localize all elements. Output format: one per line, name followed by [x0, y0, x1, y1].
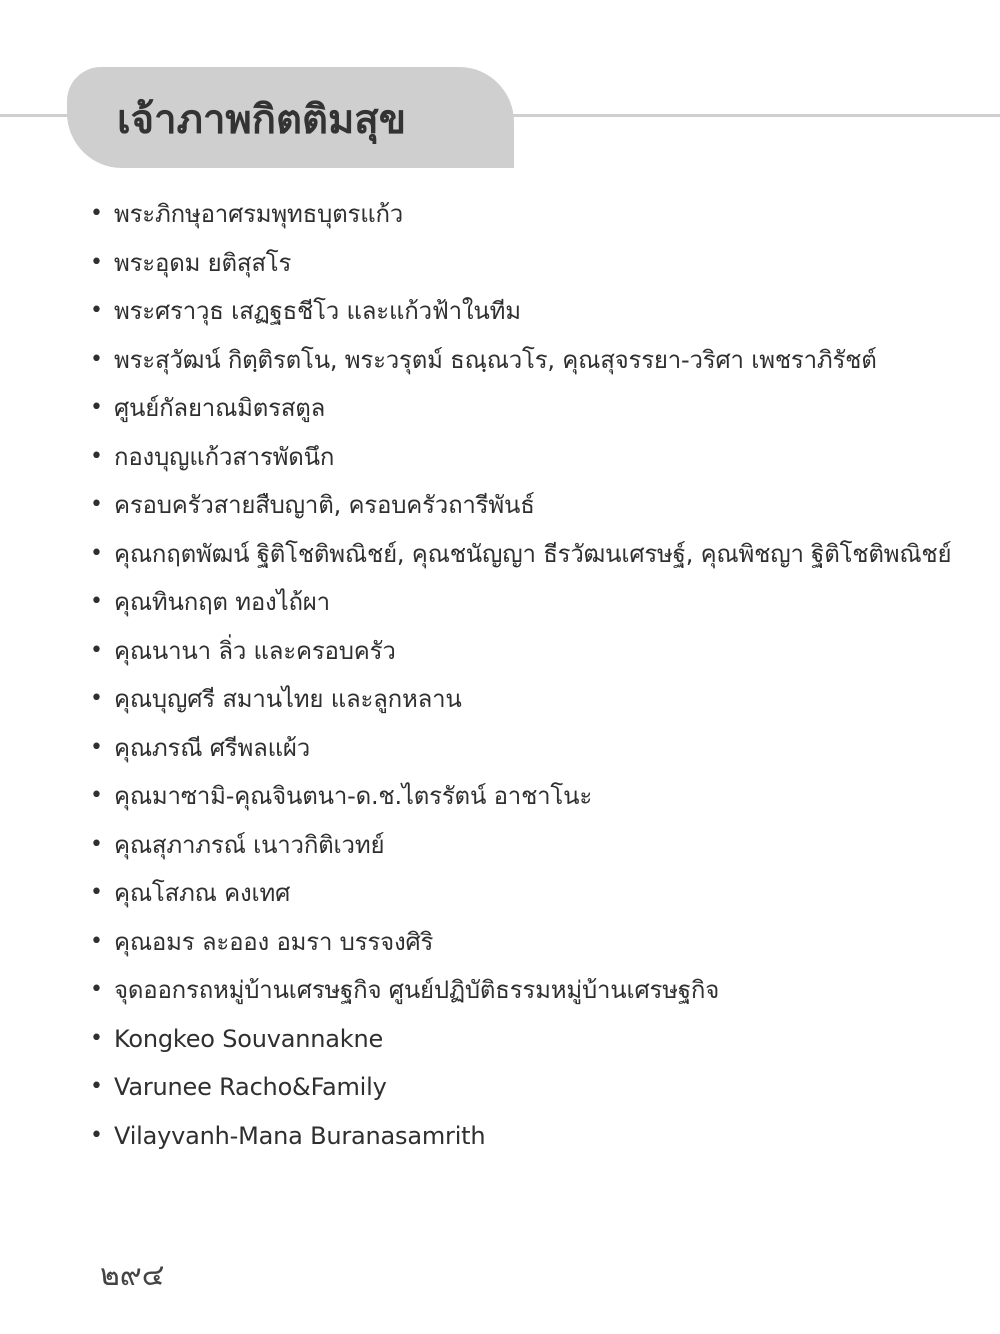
- list-item-text: คุณอมร ละออง อมรา บรรจงศิริ: [114, 927, 434, 956]
- list-item-text: Vilayvanh-Mana Buranasamrith: [114, 1121, 486, 1150]
- list-item: [90, 627, 990, 676]
- bullet-icon: •: [90, 540, 103, 566]
- bullet-icon: •: [90, 831, 103, 857]
- list-item-text: คุณกฤตพัฒน์ ฐิติโชติพณิชย์, คุณชนัญญา ธีรวัฒนเศรษฐ์, คุณพิชญา ฐิติโชติพณิชย์: [114, 539, 952, 568]
- list-item: [90, 1063, 990, 1112]
- list-item: [90, 239, 990, 288]
- page-number: ๒๙๔: [100, 1258, 165, 1293]
- bullet-icon: •: [90, 686, 103, 712]
- bullet-icon: •: [90, 589, 103, 615]
- bullet-icon: •: [90, 249, 103, 275]
- bullet-icon: •: [90, 443, 103, 469]
- bullet-icon: •: [90, 201, 103, 227]
- list-item: [90, 918, 990, 967]
- list-item-text: คุณโสภณ คงเทศ: [114, 879, 291, 908]
- list-item-text: คุณมาซามิ-คุณจินตนา-ด.ช.ไตรรัตน์ อาชาโนะ: [114, 782, 593, 811]
- list-item-text: Varunee Racho&Family: [114, 1073, 387, 1102]
- list-item-text: คุณสุภาภรณ์ เนาวกิติเวทย์: [114, 830, 385, 859]
- list-item: [90, 869, 990, 918]
- list-item: [90, 724, 990, 773]
- bullet-icon: •: [90, 1074, 103, 1100]
- list-item-text: พระศราวุธ เสฏฐธชีโว และแก้วฟ้าในทีม: [114, 297, 521, 326]
- list-item: [90, 190, 990, 239]
- list-item: [90, 530, 990, 579]
- list-item-text: จุดออกรถหมู่บ้านเศรษฐกิจ ศูนย์ปฏิบัติธรรมหมู่บ้านเศรษฐกิจ: [114, 976, 720, 1005]
- list-item: [90, 481, 990, 530]
- list-item-text: กองบุญแก้วสารพัดนึก: [114, 442, 335, 471]
- list-item-text: คุณนานา ลิ่ว และครอบครัว: [114, 636, 396, 665]
- list-item: [90, 966, 990, 1015]
- list-item-text: พระภิกษุอาศรมพุทธบุตรแก้ว: [114, 200, 404, 229]
- list-item: [90, 1015, 990, 1064]
- donor-list: [90, 190, 990, 1160]
- list-item: [90, 433, 990, 482]
- list-item-text: ครอบครัวสายสืบญาติ, ครอบครัวถารีพันธ์: [114, 491, 535, 520]
- list-item: [90, 384, 990, 433]
- list-item: [90, 578, 990, 627]
- bullet-icon: •: [90, 492, 103, 518]
- bullet-icon: •: [90, 637, 103, 663]
- list-item-text: ศูนย์กัลยาณมิตรสตูล: [114, 394, 326, 423]
- bullet-icon: •: [90, 734, 103, 760]
- list-item: [90, 336, 990, 385]
- bullet-icon: •: [90, 783, 103, 809]
- list-item-text: คุณภรณี ศรีพลแผ้ว: [114, 733, 310, 762]
- list-item: [90, 821, 990, 870]
- list-item-text: Kongkeo Souvannakne: [114, 1024, 384, 1053]
- bullet-icon: •: [90, 880, 103, 906]
- bullet-icon: •: [90, 346, 103, 372]
- bullet-icon: •: [90, 1025, 103, 1051]
- list-item: [90, 772, 990, 821]
- bullet-icon: •: [90, 977, 103, 1003]
- list-item-text: คุณทินกฤต ทองไถ้ผา: [114, 588, 330, 617]
- list-item-text: พระสุวัฒน์ กิตฺติรตโน, พระวรุตม์ ธณฺณวโร, คุณสุจรรยา-วริศา เพชราภิรัชต์: [114, 345, 877, 374]
- list-item-text: คุณบุญศรี สมานไทย และลูกหลาน: [114, 685, 462, 714]
- page-title: เจ้าภาพกิตติมสุข: [117, 96, 407, 143]
- list-item: [90, 675, 990, 724]
- list-item: [90, 1112, 990, 1161]
- bullet-icon: •: [90, 298, 103, 324]
- bullet-icon: •: [90, 1122, 103, 1148]
- bullet-icon: •: [90, 928, 103, 954]
- list-item: [90, 287, 990, 336]
- list-item-text: พระอุดม ยติสุสโร: [114, 248, 292, 277]
- bullet-icon: •: [90, 395, 103, 421]
